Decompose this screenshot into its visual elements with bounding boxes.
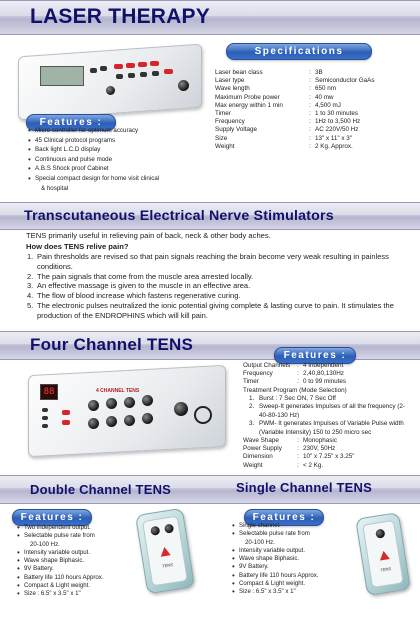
laser-spec-row: [215, 69, 375, 77]
four-channel-spec-value: 4 Independent: [303, 362, 344, 369]
laser-feature-item: • A.B.S Shock proof Cabinet: [27, 164, 212, 174]
laser-spec-value: Semiconductor GaAs: [315, 77, 375, 85]
laser-spec-label: Weight: [215, 142, 235, 150]
four-channel-program-item: [249, 403, 409, 420]
four-channel-spec2-row: [243, 453, 355, 461]
double-channel-feature-item: • Selectable pulse rate from: [16, 532, 128, 540]
laser-knob-icon: [178, 80, 189, 91]
laser-spec-label: Max energy within 1 min: [215, 101, 283, 109]
tens-points-list: [27, 252, 402, 321]
four-channel-features-heading: Features :: [274, 347, 356, 364]
tens-point-text: An effective massage is given to the muscle in an effective area.: [37, 281, 251, 291]
tens-intro: TENS primarily useful in relieving pain of back, neck & other body aches.: [26, 231, 271, 240]
tens-banner: [0, 202, 420, 230]
laser-spec-value: 4,500 mJ: [315, 101, 341, 109]
laser-spec-value: 13" x 11" x 3": [315, 134, 353, 142]
four-channel-spec-table: [243, 362, 346, 387]
laser-spec-value: 650 nm: [315, 85, 337, 93]
four-channel-program-text: PWM- It generates Impulses of Variable Pulse width (Variable Intensity) 150 to 250 micro sec: [259, 420, 404, 436]
four-channel-spec2-label: Dimension: [243, 453, 273, 461]
laser-spec-label: Laser bean class: [215, 69, 263, 76]
laser-spec-row: [215, 85, 375, 93]
single-channel-knob-icon: [375, 529, 385, 539]
four-channel-spec2-colon: :: [297, 437, 299, 444]
laser-spec-row: [215, 102, 375, 110]
double-channel-feature-item: • Wave shape Biphasic.: [16, 557, 128, 565]
four-channel-spec2-row: [243, 437, 355, 445]
four-channel-spec2-colon: :: [297, 445, 299, 453]
laser-spec-label: Timer: [215, 110, 231, 118]
four-channel-spec2-value: 230V, 50Hz: [303, 445, 336, 453]
four-channel-program-text: Sweep-It generates Impulses of all the frequency (2-40-80-130 Hz): [259, 403, 405, 419]
laser-spec-colon: :: [309, 85, 311, 93]
laser-spec-label: Wave length: [215, 85, 250, 93]
four-channel-spec-row: [243, 362, 346, 370]
four-channel-program-number: 2.: [249, 403, 255, 411]
laser-spec-label: Frequency: [215, 118, 245, 126]
four-channel-spec2-row: [243, 445, 355, 453]
four-channel-program-heading: Treatment Program (Mode Selection): [243, 387, 347, 394]
four-channel-spec-colon: :: [297, 370, 299, 378]
four-channel-program-item: [249, 420, 409, 437]
laser-spec-colon: :: [309, 110, 311, 118]
four-channel-spec-colon: :: [297, 362, 299, 369]
four-channel-spec2-value: 10" x 7.25" x 3.25": [303, 453, 355, 461]
double-channel-features-list: [16, 524, 128, 599]
tens-question: How does TENS relive pain?: [26, 242, 129, 251]
double-channel-device-image: TENS: [135, 508, 195, 595]
tens-point-item: [27, 281, 402, 291]
single-channel-feature-item: • Intensity variable output.: [231, 547, 351, 555]
double-channel-feature-item: 20-100 Hz.: [30, 540, 60, 548]
laser-spec-colon: :: [309, 126, 311, 134]
laser-spec-value: 1 to 30 minutes: [315, 110, 359, 118]
tens-point-number: 1.: [27, 252, 34, 261]
laser-spec-colon: :: [309, 93, 311, 101]
four-channel-device-image: [24, 362, 229, 462]
single-channel-feature-item: • Battery life 110 hours Approx.: [231, 572, 351, 580]
laser-feature-item: • Micro controller for optimum accuracy: [27, 126, 212, 136]
double-channel-feature-item: • Two independent output.: [16, 524, 128, 532]
four-channel-banner: [0, 331, 420, 360]
four-channel-spec2-colon: :: [297, 453, 299, 461]
laser-feature-item: • Back light L.C.D display: [27, 145, 212, 155]
single-channel-feature-item: • Compact & Light weight.: [231, 580, 351, 588]
four-channel-spec-label: Output Channels: [243, 362, 291, 369]
double-channel-feature-item: • Battery life 110 hours Approx.: [16, 574, 128, 582]
laser-spec-colon: :: [309, 69, 311, 76]
four-channel-programs-list: [249, 395, 409, 437]
laser-title: LASER THERAPY: [30, 5, 210, 28]
tens-point-number: 2.: [27, 271, 34, 281]
tens-point-item: [27, 252, 402, 272]
four-channel-spec-table-2: [243, 437, 355, 470]
double-single-banner: [0, 475, 420, 504]
double-channel-feature-item: • Intensity variable output.: [16, 549, 128, 557]
laser-spec-row: [215, 126, 375, 134]
single-channel-feature-item: 20-100 Hz.: [245, 538, 275, 546]
laser-spec-row: [215, 94, 375, 102]
laser-spec-table: [215, 69, 375, 151]
laser-spec-row: [215, 110, 375, 118]
four-channel-spec2-row: [243, 462, 355, 470]
tens-point-number: 3.: [27, 281, 34, 291]
single-channel-features-heading: Features :: [244, 509, 324, 526]
laser-feature-item: • Special compact design for home visit clinical: [27, 174, 212, 184]
single-channel-feature-item: • Selectable pulse rate from: [231, 530, 351, 538]
laser-spec-label: Supply Voltage: [215, 126, 258, 134]
laser-spec-value: 2 Kg. Approx.: [315, 142, 353, 150]
four-channel-spec2-value: < 2 Kg.: [303, 461, 324, 469]
laser-feature-item: • Continuous and pulse mode: [27, 155, 212, 165]
laser-spec-row: [215, 118, 375, 126]
four-channel-spec-row: [243, 378, 346, 386]
four-channel-title: Four Channel TENS: [30, 335, 194, 354]
laser-spec-value: 40 mw: [315, 93, 334, 101]
single-channel-device-image: TENS: [355, 512, 411, 596]
laser-spec-value: 1Hz to 3,500 Hz: [315, 118, 361, 126]
four-channel-spec2-label: Wave Shape: [243, 437, 279, 444]
four-channel-spec-value: 0 to 99 minutes: [303, 378, 347, 386]
laser-spec-label: Size: [215, 134, 228, 142]
laser-spec-colon: :: [309, 142, 311, 150]
laser-spec-colon: :: [309, 118, 311, 126]
four-channel-display-icon: 88: [40, 384, 58, 400]
single-channel-feature-item: • Size : 6.5" x 3.5" x 1": [231, 588, 351, 596]
four-channel-spec-label: Timer: [243, 378, 259, 386]
laser-spec-value: 3B: [315, 69, 323, 76]
four-channel-knob-icon: [88, 400, 99, 411]
four-channel-program-number: 3.: [249, 420, 255, 428]
laser-feature-item: & hospital: [41, 184, 69, 192]
tens-point-number: 5.: [27, 300, 34, 310]
double-channel-knob-icon: [150, 526, 160, 536]
tens-title: Transcutaneous Electrical Nerve Stimulators: [24, 208, 334, 224]
four-channel-spec2-value: Monophasic: [303, 437, 337, 444]
tens-point-text: Pain thresholds are revised so that pain signals reaching the brain become very weak resulting in painless conditions.: [37, 252, 389, 271]
four-channel-spec-row: [243, 370, 346, 378]
laser-spec-label: Maximum Probe power: [215, 93, 280, 101]
double-channel-features-heading: Features :: [12, 509, 92, 526]
four-channel-program-item: [249, 395, 409, 403]
laser-spec-row: [215, 143, 375, 151]
laser-feature-item: • 45 Clinical protocol programs: [27, 136, 212, 146]
laser-lcd-icon: [40, 66, 84, 86]
four-channel-spec2-label: Power Supply: [243, 445, 282, 453]
laser-spec-label: Laser type: [215, 77, 245, 85]
tens-point-text: The flow of blood increase which fastens regenerative curing.: [37, 291, 241, 301]
double-channel-feature-item: • 9V Battery.: [16, 565, 128, 573]
tens-point-item: [27, 291, 402, 301]
tens-point-item: [27, 272, 402, 282]
double-channel-feature-item: • Size : 6.5" x 3.5" x 1": [16, 590, 128, 598]
laser-spec-row: [215, 135, 375, 143]
laser-spec-colon: :: [309, 77, 311, 85]
four-channel-spec2-label: Weight: [243, 461, 263, 469]
double-channel-feature-item: • Compact & Light weight.: [16, 582, 128, 590]
four-channel-spec2-colon: :: [297, 461, 299, 469]
four-channel-program-number: 1.: [249, 395, 255, 402]
single-channel-feature-item: • Wave shape Biphasic.: [231, 555, 351, 563]
tens-point-text: The electronic pulses neutralized the ionic potential giving complete & lasting curve to pain. It stimulates the production of the ENDROPHINS which will kill pain.: [37, 300, 394, 320]
single-channel-feature-item: • 9V Battery.: [231, 563, 351, 571]
laser-spec-heading: Specifications: [226, 43, 372, 60]
laser-spec-row: [215, 77, 375, 85]
single-channel-title: Single Channel TENS: [236, 480, 372, 495]
four-channel-spec-label: Frequency: [243, 370, 273, 378]
laser-features-heading: Features :: [26, 114, 116, 131]
tens-point-text: The pain signals that come from the muscle area arrested locally.: [37, 271, 254, 281]
laser-spec-colon: :: [309, 101, 311, 109]
tens-point-item: [27, 301, 402, 321]
four-channel-spec-colon: :: [297, 378, 299, 386]
four-channel-spec-value: 2,40,80,130Hz: [303, 370, 344, 378]
laser-features-list: [27, 126, 212, 193]
single-channel-features-list: [231, 522, 351, 597]
tens-point-number: 4.: [27, 291, 34, 301]
laser-spec-value: AC 220V/50 Hz: [315, 126, 359, 134]
double-channel-title: Double Channel TENS: [30, 482, 172, 497]
single-channel-feature-item: • Single channel.: [231, 522, 351, 530]
laser-device-image: [18, 42, 204, 120]
four-channel-device-label: 4 CHANNEL TENS: [96, 388, 140, 394]
four-channel-program-text: Burst : 7 Sec ON, 7 Sec Off: [259, 395, 336, 402]
laser-spec-colon: :: [309, 134, 311, 142]
laser-banner: [0, 0, 420, 35]
